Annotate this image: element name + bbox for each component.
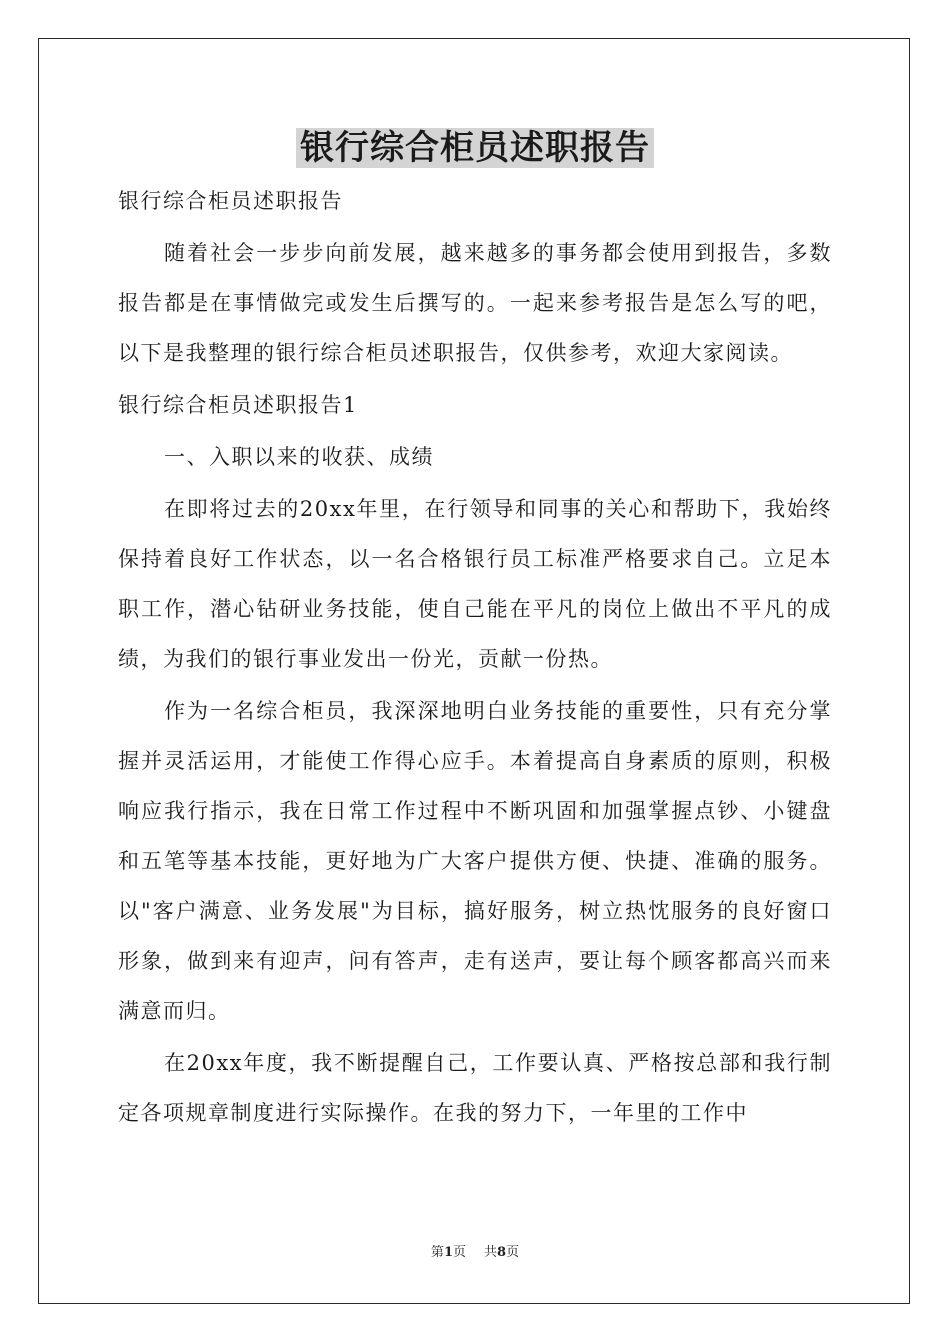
page-footer [0,1244,950,1262]
body-paragraph: 作为一名综合柜员，我深深地明白业务技能的重要性，只有充分掌握并灵活运用，才能使工作得心应手。本着提高自身素质的原则，积极响应我行指示，我在日常工作过程中不断巩固和加强掌握点钞、小键盘和五笔等基本技能，更好地为广大客户提供方便、快捷、准确的服务。以"客户满意、业务发展"为目标，搞好服务，树立热忱服务的良好窗口形象，做到来有迎声，问有答声，走有送声，要让每个顾客都高兴而来满意而归。 [118,699,832,1023]
page-prefix: 第 [430,1245,444,1260]
total-suffix: 页 [506,1245,520,1260]
page-suffix: 页 [452,1245,466,1260]
document-title [0,124,950,172]
body-paragraph: 在20xx年度，我不断提醒自己，工作要认真、严格按总部和我行制定各项规章制度进行实际操作。在我的努力下，一年里的工作中 [118,1051,832,1125]
sub-heading: 一、入职以来的收获、成绩 [164,445,434,469]
intro-paragraph: 随着社会一步步向前发展，越来越多的事务都会使用到报告，多数报告都是在事情做完或发生后撰写的。一起来参考报告是怎么写的吧，以下是我整理的银行综合柜员述职报告，仅供参考，欢迎大家阅读。 [118,241,832,365]
section-heading: 银行综合柜员述职报告1 [118,393,358,417]
page-number: 1 [443,1245,453,1260]
total-prefix: 共 [484,1245,498,1260]
body-paragraph: 在即将过去的20xx年里，在行领导和同事的关心和帮助下，我始终保持着良好工作状态，以一名合格银行员工标准严格要求自己。立足本职工作，潜心钻研业务技能，使自己能在平凡的岗位上做出不平凡的成绩，为我们的银行事业发出一份光，贡献一份热。 [118,497,832,671]
total-pages: 8 [497,1245,507,1260]
document-body [118,176,832,1138]
document-subtitle: 银行综合柜员述职报告 [118,189,343,213]
document-title-text: 银行综合柜员述职报告 [296,128,654,168]
